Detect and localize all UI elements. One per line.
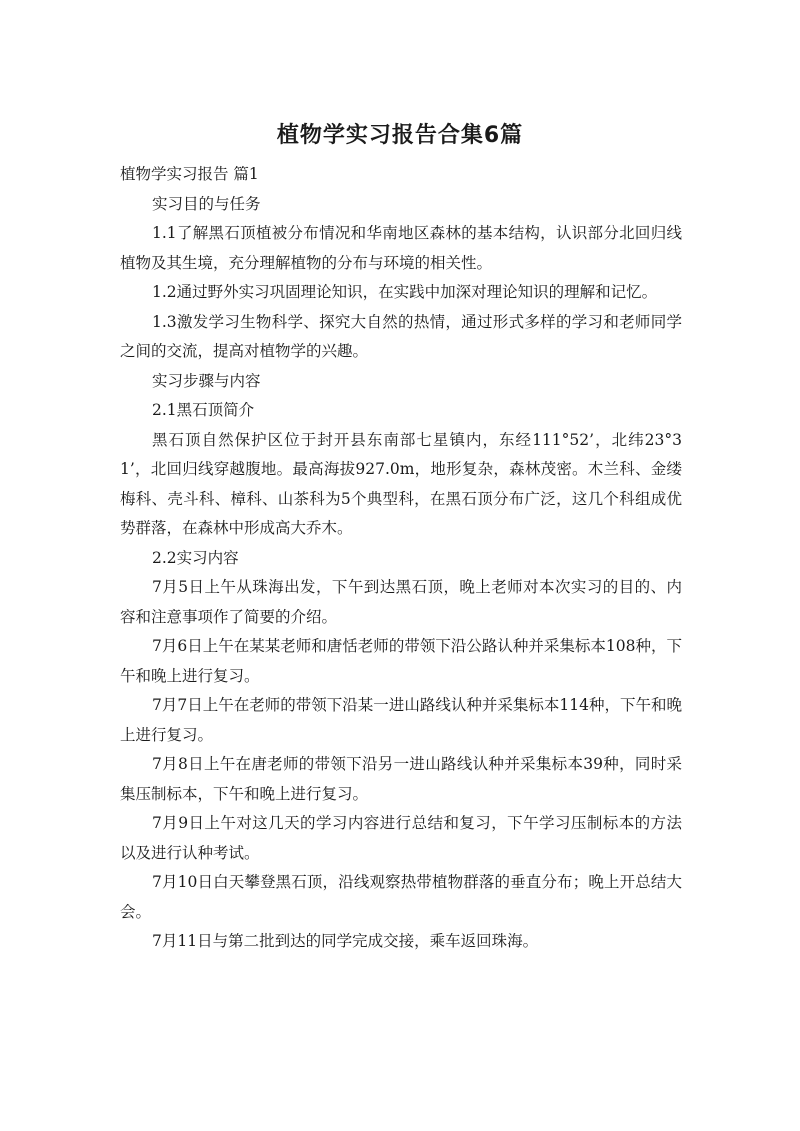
paragraph: 7月7日上午在老师的带领下沿某一进山路线认种并采集标本114种，下午和晚上进行复习。	[120, 696, 682, 744]
paragraph: 1.3激发学习生物科学、探究大自然的热情，通过形式多样的学习和老师同学之间的交流，提高对植物学的兴趣。	[120, 312, 682, 360]
subsection-heading: 2.2实习内容	[152, 548, 239, 567]
paragraph: 7月5日上午从珠海出发，下午到达黑石顶，晚上老师对本次实习的目的、内容和注意事项作了简要的介绍。	[120, 578, 682, 626]
paragraph: 1.1了解黑石顶植被分布情况和华南地区森林的基本结构，认识部分北回归线植物及其生境，充分理解植物的分布与环境的相关性。	[120, 224, 682, 272]
paragraph: 7月10日白天攀登黑石顶，沿线观察热带植物群落的垂直分布；晚上开总结大会。	[120, 873, 682, 921]
paragraph: 1.2通过野外实习巩固理论知识，在实践中加深对理论知识的理解和记忆。	[152, 283, 658, 301]
subsection-heading: 实习步骤与内容	[152, 371, 261, 390]
paragraph: 7月6日上午在某某老师和唐恬老师的带领下沿公路认种并采集标本108种，下午和晚上进行复习。	[120, 637, 682, 685]
section-heading: 植物学实习报告 篇1	[120, 165, 259, 183]
paragraph: 7月11日与第二批到达的同学完成交接，乘车返回珠海。	[152, 932, 539, 950]
paragraph: 7月9日上午对这几天的学习内容进行总结和复习，下午学习压制标本的方法以及进行认种考试。	[120, 814, 682, 862]
document-title: 植物学实习报告合集6篇	[276, 123, 524, 148]
paragraph: 7月8日上午在唐老师的带领下沿另一进山路线认种并采集标本39种，同时采集压制标本，下午和晚上进行复习。	[120, 755, 682, 803]
subsection-heading: 实习目的与任务	[152, 194, 261, 213]
paragraph: 黑石顶自然保护区位于封开县东南部七星镇内，东经111°52’，北纬23°31’，北回归线穿越腹地。最高海拔927.0m，地形复杂，森林茂密。木兰科、金缕梅科、壳斗科、樟科、山茶科为5个典型科，在黑石顶分布广泛，这几个科组成优势群落，在森林中形成高大乔木。	[120, 430, 682, 537]
subsection-heading: 2.1黑石顶简介	[152, 401, 255, 419]
document-body	[120, 160, 682, 957]
